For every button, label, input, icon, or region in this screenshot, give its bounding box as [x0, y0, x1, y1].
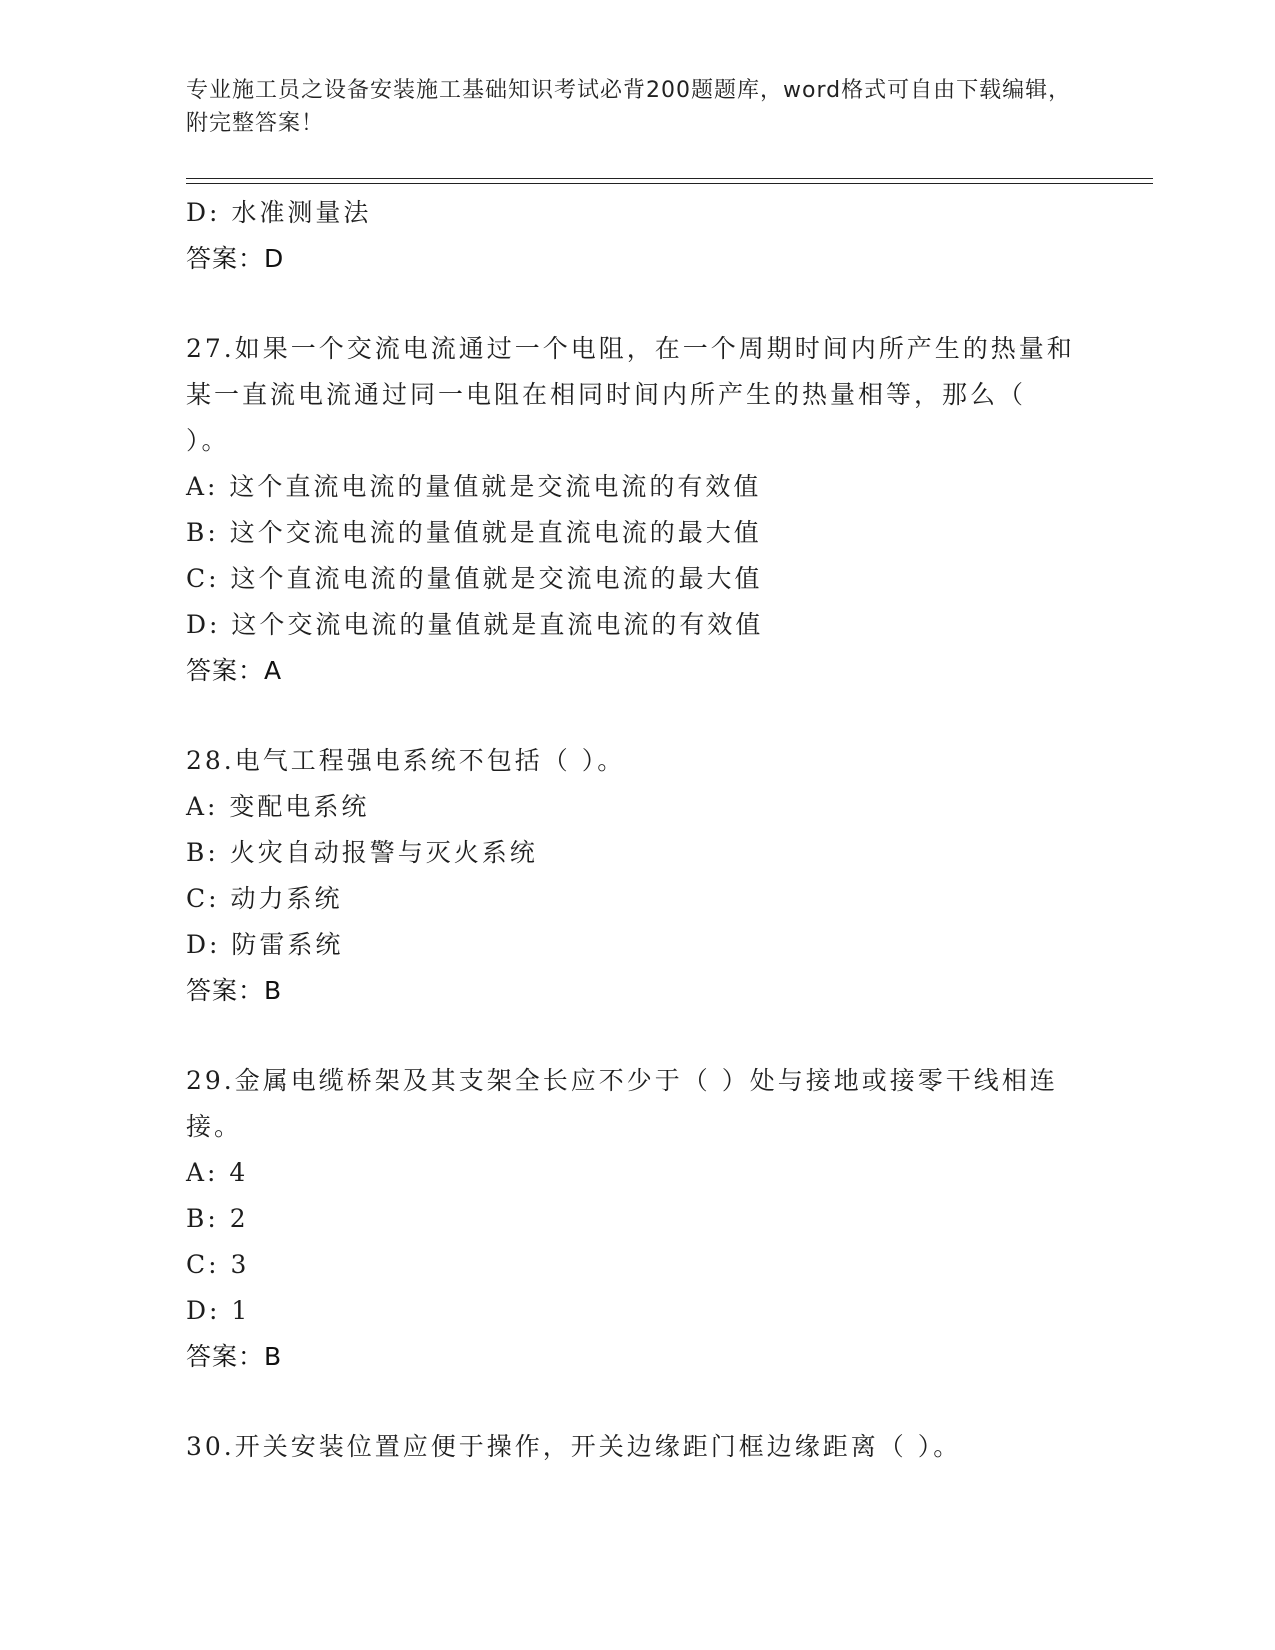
option-b: B: 这个交流电流的量值就是直流电流的最大值: [186, 518, 762, 547]
question-stem: 28.电气工程强电系统不包括（ ）。: [186, 746, 626, 775]
document-title: 专业施工员之设备安装施工基础知识考试必背200题题库，word格式可自由下载编辑，附完整答案！: [186, 78, 1072, 136]
prev-option-d: D: 水准测量法: [186, 198, 372, 227]
question-29: [186, 1058, 1086, 1380]
document-header: [186, 74, 1076, 140]
option-c: C: 这个直流电流的量值就是交流电流的最大值: [186, 564, 763, 593]
option-d: D: 防雷系统: [186, 930, 344, 959]
spacer: [186, 282, 1086, 326]
question-28: [186, 738, 1086, 1014]
option-d: D: 1: [186, 1296, 251, 1325]
option-b: B: 2: [186, 1204, 249, 1233]
spacer: [186, 1380, 1086, 1424]
question-content: [186, 190, 1086, 1470]
option-b: B: 火灾自动报警与灭火系统: [186, 838, 538, 867]
header-divider-thick: [186, 178, 1153, 179]
option-a: A: 4: [186, 1158, 249, 1187]
question-stem: 30.开关安装位置应便于操作，开关边缘距门框边缘距离（ ）。: [186, 1432, 962, 1461]
option-d: D: 这个交流电流的量值就是直流电流的有效值: [186, 610, 764, 639]
option-c: C: 3: [186, 1250, 250, 1279]
spacer: [186, 694, 1086, 738]
prev-answer: 答案：D: [186, 244, 285, 273]
spacer: [186, 1014, 1086, 1058]
question-answer: 答案：B: [186, 1342, 283, 1371]
question-30: [186, 1424, 1086, 1470]
header-divider-thin: [186, 183, 1153, 184]
question-answer: 答案：B: [186, 976, 283, 1005]
question-27: [186, 326, 1086, 694]
option-c: C: 动力系统: [186, 884, 343, 913]
question-stem: 27.如果一个交流电流通过一个电阻，在一个周期时间内所产生的热量和某一直流电流通过同一电阻在相同时间内所产生的热量相等，那么（ ）。: [186, 334, 1075, 455]
option-a: A: 变配电系统: [186, 792, 370, 821]
question-stem: 29.金属电缆桥架及其支架全长应不少于（ ）处与接地或接零干线相连接。: [186, 1066, 1058, 1141]
question-answer: 答案：A: [186, 656, 283, 685]
option-a: A: 这个直流电流的量值就是交流电流的有效值: [186, 472, 762, 501]
